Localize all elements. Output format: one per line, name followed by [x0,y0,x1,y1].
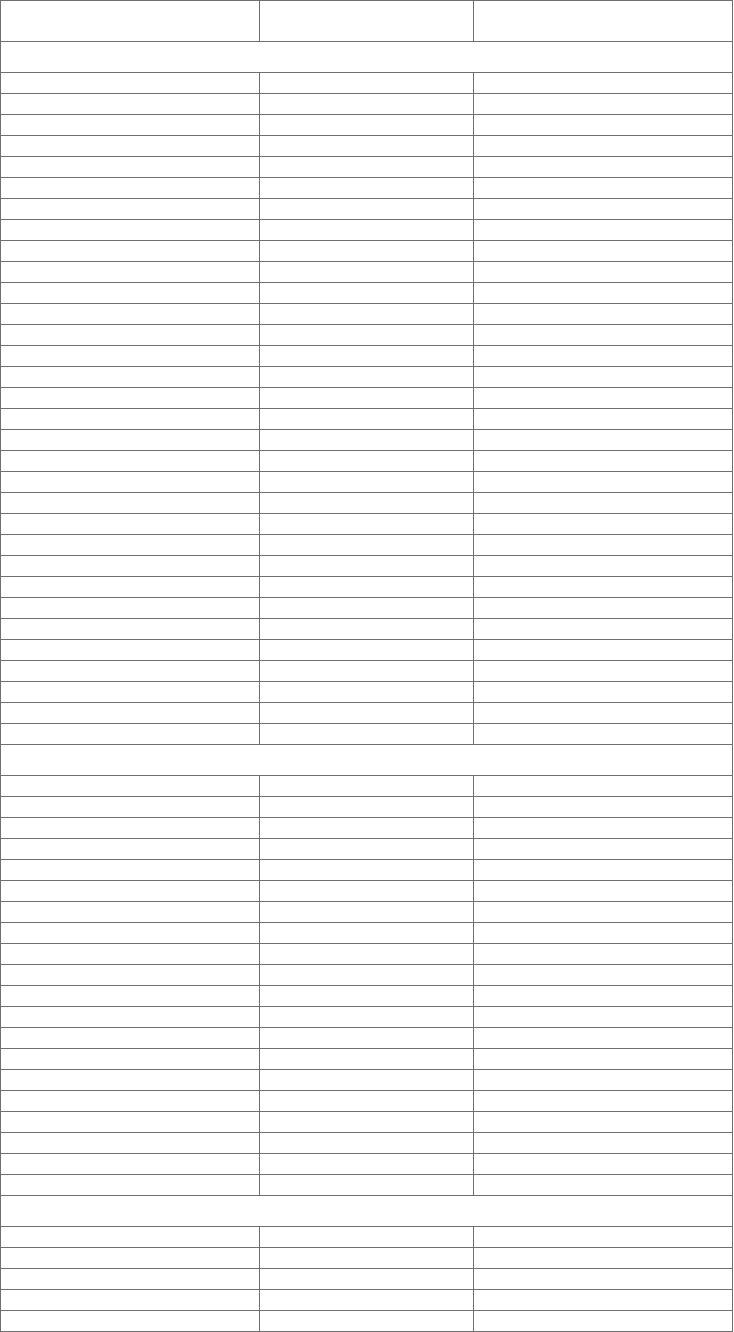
table-cell[interactable] [260,136,474,157]
table-cell[interactable] [474,1112,733,1133]
table-cell[interactable] [474,1311,733,1332]
table-cell[interactable] [1,1311,260,1332]
table-cell[interactable] [474,1133,733,1154]
table-cell[interactable] [1,136,260,157]
table-row [1,1290,733,1311]
table-cell[interactable] [474,619,733,640]
table-row [1,776,733,797]
table-cell[interactable] [1,682,260,703]
table-body [1,1,733,1332]
table-row [1,860,733,881]
table-cell[interactable] [260,430,474,451]
table-cell[interactable] [260,346,474,367]
table-cell[interactable] [474,661,733,682]
table-row [1,73,733,94]
table-row [1,1070,733,1091]
table-cell[interactable] [260,157,474,178]
table-cell[interactable] [474,178,733,199]
table-cell[interactable] [1,304,260,325]
table-cell[interactable] [1,661,260,682]
table-cell[interactable] [1,325,260,346]
table-cell[interactable] [474,598,733,619]
table-cell[interactable] [474,682,733,703]
table-cell[interactable] [1,944,260,965]
table-row [1,346,733,367]
table-cell[interactable] [1,367,260,388]
table-row [1,965,733,986]
table-cell[interactable] [1,1227,260,1248]
table-row [1,556,733,577]
table-row [1,325,733,346]
table-row [1,1028,733,1049]
table-cell[interactable] [1,598,260,619]
table-row [1,661,733,682]
table-cell[interactable] [260,1049,474,1070]
table-cell[interactable] [474,965,733,986]
table-cell[interactable] [474,1290,733,1311]
table-row [1,1049,733,1070]
section-row [1,42,733,73]
table-row [1,1269,733,1290]
table-cell[interactable] [474,1028,733,1049]
table-row [1,797,733,818]
table-cell[interactable] [1,860,260,881]
table-cell[interactable] [1,283,260,304]
table-cell[interactable] [474,1154,733,1175]
table-cell[interactable] [474,881,733,902]
table-cell[interactable] [1,1290,260,1311]
table-cell[interactable] [474,1070,733,1091]
table-cell[interactable] [1,451,260,472]
table-cell[interactable] [474,839,733,860]
table-cell[interactable] [1,1248,260,1269]
table-cell[interactable] [474,136,733,157]
table-cell[interactable] [260,535,474,556]
table-cell[interactable] [260,199,474,220]
table-cell[interactable] [1,724,260,745]
table-cell[interactable] [1,220,260,241]
table-cell[interactable] [474,556,733,577]
table-row [1,839,733,860]
table-cell[interactable] [474,1007,733,1028]
table-cell[interactable] [1,472,260,493]
table-row [1,388,733,409]
table-row [1,682,733,703]
table-cell[interactable] [260,388,474,409]
table-row [1,430,733,451]
table-cell[interactable] [260,1070,474,1091]
table-cell[interactable] [474,724,733,745]
table-row [1,262,733,283]
table-cell[interactable] [1,388,260,409]
table-cell[interactable] [474,776,733,797]
table-cell[interactable] [474,73,733,94]
table-row [1,881,733,902]
table-cell[interactable] [474,325,733,346]
table-cell[interactable] [474,283,733,304]
table-cell[interactable] [474,860,733,881]
table-cell[interactable] [474,409,733,430]
table-cell[interactable] [260,367,474,388]
table-row [1,1227,733,1248]
table-cell[interactable] [474,1091,733,1112]
table-row [1,577,733,598]
table-cell[interactable] [1,1049,260,1070]
table-cell[interactable] [1,199,260,220]
table-cell[interactable] [1,965,260,986]
section-label-cell[interactable] [1,42,733,73]
table-cell[interactable] [260,1290,474,1311]
table-cell[interactable] [474,493,733,514]
table-row [1,493,733,514]
table-cell[interactable] [474,220,733,241]
table-cell[interactable] [260,1133,474,1154]
table-cell[interactable] [474,577,733,598]
table-row [1,724,733,745]
table-row [1,220,733,241]
table-cell[interactable] [1,1269,260,1290]
table-cell[interactable] [1,73,260,94]
table-cell[interactable] [474,703,733,724]
table-cell[interactable] [474,923,733,944]
table-row [1,1154,733,1175]
table-cell[interactable] [260,241,474,262]
table-cell[interactable] [474,199,733,220]
table-cell[interactable] [260,178,474,199]
table-cell[interactable] [1,881,260,902]
table-row [1,1133,733,1154]
table-row [1,818,733,839]
table-cell[interactable] [474,388,733,409]
table-cell[interactable] [1,535,260,556]
table-cell[interactable] [260,556,474,577]
table-cell[interactable] [260,283,474,304]
table-cell[interactable] [1,703,260,724]
table-row [1,902,733,923]
section-label-cell[interactable] [1,745,733,776]
table-row [1,923,733,944]
table-row [1,472,733,493]
table-cell[interactable] [1,409,260,430]
table-cell[interactable] [1,1070,260,1091]
table-cell[interactable] [474,157,733,178]
table-cell[interactable] [260,923,474,944]
header-cell[interactable] [1,1,260,42]
table-cell[interactable] [474,535,733,556]
table-cell[interactable] [260,619,474,640]
table-cell[interactable] [1,94,260,115]
table-cell[interactable] [260,986,474,1007]
table-cell[interactable] [260,325,474,346]
table-cell[interactable] [260,902,474,923]
table-cell[interactable] [474,640,733,661]
table-cell[interactable] [474,451,733,472]
table-cell[interactable] [474,472,733,493]
table-cell[interactable] [260,472,474,493]
table-cell[interactable] [474,1175,733,1196]
table-row [1,535,733,556]
table-cell[interactable] [260,1028,474,1049]
table-row [1,409,733,430]
table-cell[interactable] [260,860,474,881]
table-row [1,304,733,325]
table-row [1,283,733,304]
table-cell[interactable] [260,661,474,682]
table-row [1,1311,733,1332]
table-row [1,178,733,199]
table-cell[interactable] [260,304,474,325]
table-cell[interactable] [474,115,733,136]
table-cell[interactable] [474,262,733,283]
table-cell[interactable] [1,818,260,839]
table-cell[interactable] [1,493,260,514]
table-cell[interactable] [260,1091,474,1112]
table-cell[interactable] [474,367,733,388]
table-cell[interactable] [474,1269,733,1290]
table-cell[interactable] [260,1112,474,1133]
table-cell[interactable] [1,1007,260,1028]
table-cell[interactable] [474,986,733,1007]
table-cell[interactable] [260,493,474,514]
table-cell[interactable] [260,514,474,535]
table-cell[interactable] [260,640,474,661]
table-cell[interactable] [1,640,260,661]
section-label-cell[interactable] [1,1196,733,1227]
table-cell[interactable] [1,797,260,818]
table-cell[interactable] [260,451,474,472]
table-cell[interactable] [1,514,260,535]
table-cell[interactable] [1,986,260,1007]
table-row [1,514,733,535]
table-cell[interactable] [1,430,260,451]
table-cell[interactable] [474,94,733,115]
table-cell[interactable] [1,776,260,797]
table-cell[interactable] [260,965,474,986]
table-cell[interactable] [260,797,474,818]
table-cell[interactable] [260,1248,474,1269]
table-cell[interactable] [1,1154,260,1175]
table-row [1,1112,733,1133]
table-cell[interactable] [260,881,474,902]
table-cell[interactable] [260,682,474,703]
table-cell[interactable] [260,1154,474,1175]
table-cell[interactable] [260,1007,474,1028]
table-cell[interactable] [474,797,733,818]
table-cell[interactable] [1,556,260,577]
table-cell[interactable] [260,724,474,745]
table-cell[interactable] [1,1091,260,1112]
table-row [1,703,733,724]
table-row [1,157,733,178]
table-cell[interactable] [260,94,474,115]
table-cell[interactable] [474,1227,733,1248]
table-cell[interactable] [1,241,260,262]
table-cell[interactable] [1,262,260,283]
table-row [1,1091,733,1112]
table-cell[interactable] [1,157,260,178]
table-cell[interactable] [474,818,733,839]
table-row [1,1007,733,1028]
table-cell[interactable] [474,514,733,535]
table-cell[interactable] [260,944,474,965]
table-cell[interactable] [260,703,474,724]
table-row [1,367,733,388]
table-cell[interactable] [474,304,733,325]
table-cell[interactable] [1,1133,260,1154]
table-cell[interactable] [260,577,474,598]
table-cell[interactable] [1,1175,260,1196]
table-row [1,115,733,136]
table-row [1,619,733,640]
table-cell[interactable] [260,409,474,430]
table-cell[interactable] [260,598,474,619]
header-cell[interactable] [474,1,733,42]
table-cell[interactable] [474,430,733,451]
table-cell[interactable] [260,1175,474,1196]
table-cell[interactable] [1,923,260,944]
table-row [1,640,733,661]
table-cell[interactable] [260,1227,474,1248]
table-row [1,94,733,115]
table-cell[interactable] [260,73,474,94]
table-row [1,986,733,1007]
table-row [1,598,733,619]
table-row [1,944,733,965]
table-cell[interactable] [1,1112,260,1133]
table-cell[interactable] [1,619,260,640]
header-row [1,1,733,42]
table-row [1,136,733,157]
table-cell[interactable] [1,178,260,199]
table-row [1,1248,733,1269]
table-cell[interactable] [260,220,474,241]
table-cell[interactable] [474,241,733,262]
table-cell[interactable] [1,902,260,923]
table-cell[interactable] [474,346,733,367]
table-cell[interactable] [474,944,733,965]
table-cell[interactable] [260,839,474,860]
table-cell[interactable] [1,839,260,860]
table-row [1,241,733,262]
table-row [1,451,733,472]
table-cell[interactable] [474,902,733,923]
table-cell[interactable] [1,1028,260,1049]
table-row [1,199,733,220]
table-row [1,1175,733,1196]
table-cell[interactable] [1,346,260,367]
table-cell[interactable] [260,262,474,283]
table-cell[interactable] [260,776,474,797]
table-cell[interactable] [1,577,260,598]
table-cell[interactable] [260,1311,474,1332]
table-cell[interactable] [1,115,260,136]
table-cell[interactable] [474,1248,733,1269]
table-cell[interactable] [260,1269,474,1290]
table-cell[interactable] [260,115,474,136]
section-row [1,745,733,776]
header-cell[interactable] [260,1,474,42]
section-row [1,1196,733,1227]
table-cell[interactable] [260,818,474,839]
table-cell[interactable] [474,1049,733,1070]
